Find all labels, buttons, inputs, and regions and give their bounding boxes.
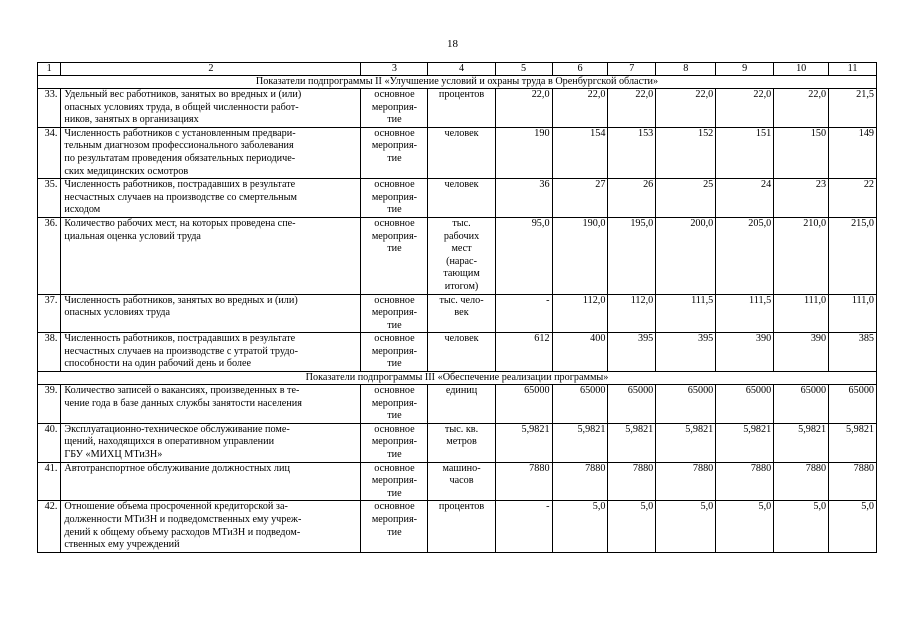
indicator-name-line: дений к общему объему расходов МТиЗН и подведом- (64, 526, 301, 538)
indicator-name-line: Численность работников, пострадавших в результате (64, 179, 296, 191)
value-cell: 111,5 (716, 294, 774, 333)
value-cell: 7880 (495, 462, 552, 501)
indicator-type (361, 217, 428, 294)
indicator-name-line: Численность работников, пострадавших в результате (64, 333, 296, 345)
indicator-type-line: основное (374, 501, 415, 513)
table-row (38, 462, 877, 501)
value-cell: 36 (495, 179, 552, 218)
indicator-unit-line: человек (444, 127, 479, 139)
value-cell: 65000 (495, 385, 552, 424)
value-cell: 22,0 (716, 89, 774, 128)
indicator-unit (428, 462, 495, 501)
indicator-unit (428, 333, 495, 372)
section-title: Показатели подпрограммы III «Обеспечение реализации программы» (38, 372, 877, 385)
row-number: 33. (38, 89, 61, 128)
indicator-name (61, 333, 361, 372)
value-cell: 7880 (656, 462, 716, 501)
indicator-name-line: Численность работников с установленным предвари- (64, 127, 296, 139)
indicator-name-line: несчастных случаев на производстве с утратой трудо- (64, 345, 299, 357)
indicator-type (361, 385, 428, 424)
indicator-type-line: тие (387, 204, 402, 216)
indicator-unit-line: тающим (443, 268, 480, 280)
table-row (38, 127, 877, 178)
indicator-unit-line: человек (444, 333, 479, 345)
value-cell: 22,0 (495, 89, 552, 128)
indicator-unit-line: единиц (445, 385, 478, 397)
value-cell: 210,0 (774, 217, 829, 294)
value-cell: 7880 (552, 462, 608, 501)
indicator-name (61, 294, 361, 333)
value-cell: 95,0 (495, 217, 552, 294)
value-cell: 65000 (552, 385, 608, 424)
value-cell: 22 (829, 179, 877, 218)
value-cell: 5,0 (656, 501, 716, 552)
indicator-unit-line: итогом) (444, 280, 479, 292)
section-header-row (38, 76, 877, 89)
value-cell: 5,0 (829, 501, 877, 552)
indicator-type-line: тие (387, 487, 402, 499)
indicator-name (61, 423, 361, 462)
indicator-type-line: основное (374, 423, 415, 435)
row-number: 38. (38, 333, 61, 372)
indicator-type-line: мероприя- (371, 514, 418, 525)
indicator-unit-line: процентов (438, 89, 485, 100)
column-number: 2 (61, 63, 361, 76)
indicator-name-line: Удельный вес работников, занятых во вредных и (или) (64, 89, 302, 100)
value-cell: 5,9821 (495, 423, 552, 462)
column-number: 11 (829, 63, 877, 76)
indicator-name-line: ских медицинских осмотров (64, 165, 189, 177)
row-number: 39. (38, 385, 61, 424)
table-body (38, 63, 877, 553)
indicator-name (61, 217, 361, 294)
indicator-type-line: основное (374, 89, 415, 100)
indicator-type (361, 127, 428, 178)
value-cell: 5,0 (774, 501, 829, 552)
row-number: 36. (38, 217, 61, 294)
value-cell: 21,5 (829, 89, 877, 128)
indicator-type-line: мероприя- (371, 345, 418, 357)
indicator-unit-line: тыс. кв. (444, 423, 479, 435)
indicator-type-line: тие (387, 152, 402, 164)
indicator-unit-line: машино- (442, 462, 481, 474)
row-number: 40. (38, 423, 61, 462)
indicator-unit-line: тыс. чело- (439, 294, 484, 306)
indicator-unit-line: метров (446, 436, 477, 448)
indicator-name-line: опасных условиях труда (64, 307, 170, 319)
column-number: 6 (552, 63, 608, 76)
indicator-type-line: тие (387, 526, 402, 538)
column-numbers-row (38, 63, 877, 76)
indicator-name-line: Количество рабочих мест, на которых проведена спе- (64, 217, 296, 229)
table-row (38, 385, 877, 424)
value-cell: 195,0 (608, 217, 656, 294)
row-number: 41. (38, 462, 61, 501)
value-cell: 112,0 (552, 294, 608, 333)
indicator-unit-line: век (454, 307, 469, 319)
indicator-type-line: тие (387, 449, 402, 461)
value-cell: 395 (608, 333, 656, 372)
section-title: Показатели подпрограммы II «Улучшение условий и охраны труда в Оренбургской области» (38, 76, 877, 89)
indicator-name (61, 179, 361, 218)
indicator-name-line: тельным диагнозом профессионального заболевания (64, 140, 294, 152)
indicator-unit-line: тыс. (452, 217, 471, 229)
value-cell: 152 (656, 127, 716, 178)
table-row (38, 217, 877, 294)
indicator-unit-line: часов (449, 475, 474, 487)
value-cell: 7880 (774, 462, 829, 501)
indicator-name-line: исходом (64, 204, 101, 216)
column-number: 10 (774, 63, 829, 76)
indicator-name-line: опасных условиях труда, в общей численности работ- (64, 101, 299, 113)
indicator-name (61, 501, 361, 552)
table-row (38, 89, 877, 128)
value-cell: 400 (552, 333, 608, 372)
column-number: 7 (608, 63, 656, 76)
row-number: 34. (38, 127, 61, 178)
table-row (38, 423, 877, 462)
indicator-name (61, 127, 361, 178)
indicator-name-line: щений, находящихся в оперативном управлении (64, 436, 275, 448)
indicator-unit (428, 385, 495, 424)
indicator-unit-line: человек (444, 179, 479, 191)
value-cell: 5,9821 (716, 423, 774, 462)
value-cell: 23 (774, 179, 829, 218)
indicator-type-line: мероприя- (371, 140, 418, 152)
value-cell: 5,9821 (656, 423, 716, 462)
indicator-unit-line: рабочих (443, 230, 480, 242)
value-cell: 149 (829, 127, 877, 178)
indicator-type-line: тие (387, 410, 402, 422)
indicator-type (361, 501, 428, 552)
value-cell: 65000 (829, 385, 877, 424)
column-number: 4 (428, 63, 495, 76)
value-cell: 215,0 (829, 217, 877, 294)
column-number: 9 (716, 63, 774, 76)
value-cell: 5,0 (552, 501, 608, 552)
section-header-row (38, 372, 877, 385)
indicator-type (361, 89, 428, 128)
value-cell: 22,0 (552, 89, 608, 128)
value-cell: 65000 (608, 385, 656, 424)
indicator-unit-line: мест (451, 243, 472, 255)
value-cell: 65000 (774, 385, 829, 424)
column-number: 3 (361, 63, 428, 76)
indicator-type-line: основное (374, 462, 415, 474)
row-number: 37. (38, 294, 61, 333)
value-cell: 205,0 (716, 217, 774, 294)
indicator-type-line: мероприя- (371, 475, 418, 487)
value-cell: 395 (656, 333, 716, 372)
indicator-type-line: мероприя- (371, 436, 418, 448)
indicator-type-line: мероприя- (371, 101, 418, 113)
value-cell: 111,0 (774, 294, 829, 333)
value-cell: 150 (774, 127, 829, 178)
value-cell: 26 (608, 179, 656, 218)
value-cell: 24 (716, 179, 774, 218)
value-cell: 385 (829, 333, 877, 372)
indicator-type-line: основное (374, 179, 415, 191)
value-cell: 7880 (829, 462, 877, 501)
value-cell: 5,9821 (608, 423, 656, 462)
indicator-name-line: долженности МТиЗН и подведомственных ему учреж- (64, 514, 302, 525)
value-cell: 22,0 (608, 89, 656, 128)
indicator-name (61, 385, 361, 424)
indicator-type-line: тие (387, 358, 402, 370)
indicator-type (361, 423, 428, 462)
value-cell: 27 (552, 179, 608, 218)
indicator-type-line: основное (374, 127, 415, 139)
page-number: 18 (447, 38, 458, 50)
value-cell: 612 (495, 333, 552, 372)
indicator-name-line: Эксплуатационно-техническое обслуживание поме- (64, 423, 290, 435)
indicator-name-line: Численность работников, занятых во вредных и (или) (64, 294, 298, 306)
indicator-name-line: ственных ему учреждений (64, 539, 180, 551)
value-cell: 111,5 (656, 294, 716, 333)
value-cell: 112,0 (608, 294, 656, 333)
indicator-name-line: ГБУ «МИХЦ МТиЗН» (64, 449, 163, 461)
indicator-type-line: тие (387, 319, 402, 331)
indicator-type-line: мероприя- (371, 230, 418, 242)
value-cell: 5,9821 (829, 423, 877, 462)
value-cell: 7880 (716, 462, 774, 501)
indicator-name-line: ников, занятых в организациях (64, 114, 199, 126)
indicator-unit (428, 217, 495, 294)
indicator-name-line: чение года в базе данных службы занятости населения (64, 397, 302, 409)
indicator-name-line: Количество записей о вакансиях, произведенных в те- (64, 385, 300, 397)
value-cell: 190 (495, 127, 552, 178)
value-cell: 154 (552, 127, 608, 178)
value-cell: 151 (716, 127, 774, 178)
value-cell: 111,0 (829, 294, 877, 333)
value-cell: 5,9821 (774, 423, 829, 462)
value-cell: 190,0 (552, 217, 608, 294)
value-cell: 65000 (656, 385, 716, 424)
value-cell: - (495, 501, 552, 552)
value-cell: 153 (608, 127, 656, 178)
indicators-table (37, 62, 877, 553)
indicator-name-line: способности на один рабочий день и более (64, 358, 252, 370)
table-row (38, 333, 877, 372)
indicator-type (361, 462, 428, 501)
indicator-name-line: несчастных случаев на производстве со смертельным (64, 191, 297, 203)
indicator-unit (428, 501, 495, 552)
value-cell: 25 (656, 179, 716, 218)
indicator-name-line: циальная оценка условий труда (64, 230, 201, 242)
value-cell: 22,0 (656, 89, 716, 128)
value-cell: 390 (716, 333, 774, 372)
indicator-unit (428, 89, 495, 128)
value-cell: 65000 (716, 385, 774, 424)
indicator-type-line: основное (374, 333, 415, 345)
indicator-type (361, 179, 428, 218)
indicator-name-line: Автотранспортное обслуживание должностных лиц (64, 462, 290, 474)
table-row (38, 501, 877, 552)
indicator-unit-line: (нарас- (446, 255, 477, 267)
indicator-type-line: тие (387, 114, 402, 126)
value-cell: 5,9821 (552, 423, 608, 462)
indicator-type-line: мероприя- (371, 191, 418, 203)
value-cell: 200,0 (656, 217, 716, 294)
indicator-type (361, 333, 428, 372)
value-cell: 390 (774, 333, 829, 372)
value-cell: - (495, 294, 552, 333)
indicator-unit-line: процентов (438, 501, 485, 513)
indicator-type-line: основное (374, 217, 415, 229)
indicator-unit (428, 179, 495, 218)
indicator-unit (428, 127, 495, 178)
value-cell: 22,0 (774, 89, 829, 128)
column-number: 8 (656, 63, 716, 76)
indicator-type-line: основное (374, 294, 415, 306)
table-row (38, 294, 877, 333)
value-cell: 7880 (608, 462, 656, 501)
indicator-type-line: мероприя- (371, 307, 418, 319)
row-number: 35. (38, 179, 61, 218)
column-number: 1 (38, 63, 61, 76)
column-number: 5 (495, 63, 552, 76)
value-cell: 5,0 (608, 501, 656, 552)
indicator-name (61, 89, 361, 128)
indicator-name (61, 462, 361, 501)
indicator-name-line: Отношение объема просроченной кредиторской за- (64, 501, 288, 513)
indicator-type-line: основное (374, 385, 415, 397)
row-number: 42. (38, 501, 61, 552)
value-cell: 5,0 (716, 501, 774, 552)
table-row (38, 179, 877, 218)
indicator-type-line: мероприя- (371, 397, 418, 409)
indicator-name-line: по результатам проведения обязательных периодиче- (64, 152, 296, 164)
indicator-type-line: тие (387, 243, 402, 255)
indicator-unit (428, 294, 495, 333)
indicator-type (361, 294, 428, 333)
indicator-unit (428, 423, 495, 462)
